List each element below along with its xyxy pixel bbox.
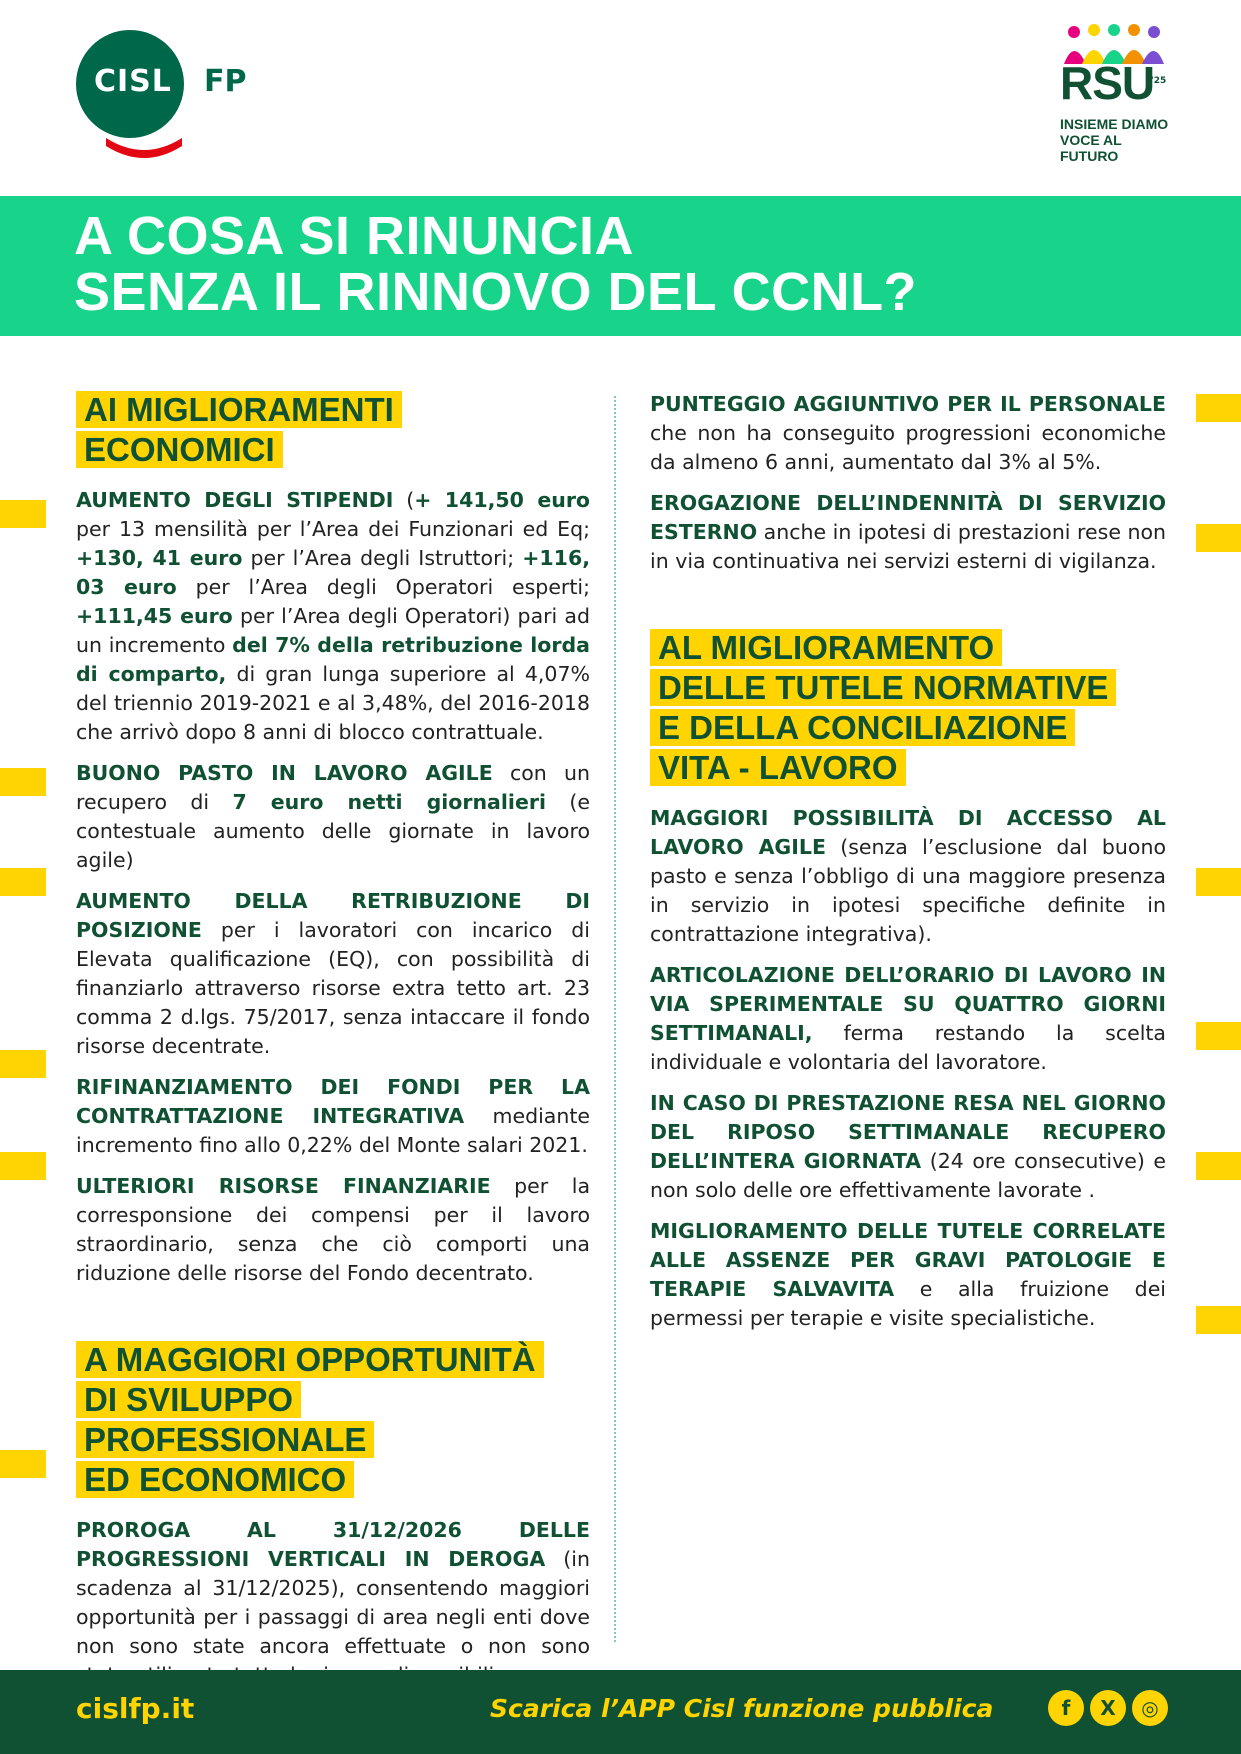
edge-marker bbox=[1196, 524, 1241, 552]
heading-line: DELLE TUTELE NORMATIVE bbox=[650, 669, 1116, 706]
item-title: MIGLIORAMENTO DELLE TUTELE CORRELATE ALLE ASSENZE PER GRAVI PATOLOGIE E TERAPIE SALVAVITA bbox=[650, 1219, 1166, 1301]
item-text: con un recupero di bbox=[76, 761, 590, 814]
heading-line: AL MIGLIORAMENTO bbox=[650, 629, 1002, 666]
rsu-tagline-line-2: VOCE AL FUTURO bbox=[1060, 132, 1122, 164]
edge-marker bbox=[1196, 1152, 1241, 1180]
item-text: per i lavoratori con incarico di Elevata qualificazione (EQ), con possibilità di finanziarlo attraverso risorse extra tetto art. 23 comma 2 d.lgs. 75/2017, senza intaccare il fondo risorse decentrate. bbox=[76, 918, 590, 1058]
item-extra-resources bbox=[76, 1172, 590, 1288]
page-title-line-2: SENZA IL RINNOVO DEL CCNL? bbox=[74, 262, 918, 322]
item-text: per la corresponsione dei compensi per il lavoro straordinario, senza che ciò comporti una riduzione delle risorse del Fondo decentrato. bbox=[76, 1174, 591, 1285]
x-twitter-icon[interactable]: X bbox=[1090, 1690, 1126, 1726]
logo-swoosh-icon bbox=[104, 136, 184, 176]
item-highlight: del 7% della retribuzione lorda di comparto, bbox=[76, 633, 590, 686]
item-title: BUONO PASTO IN LAVORO AGILE bbox=[76, 761, 493, 785]
page-title bbox=[74, 208, 917, 320]
item-highlight: + 141,50 euro bbox=[414, 488, 591, 512]
item-position-pay bbox=[76, 887, 590, 1061]
edge-marker bbox=[0, 1152, 46, 1180]
item-title: PROROGA AL 31/12/2026 DELLE PROGRESSIONI VERTICALI IN DEROGA bbox=[76, 1518, 590, 1571]
item-text: per 13 mensilità per l’Area dei Funzionari ed Eq; bbox=[76, 517, 590, 541]
item-smart-working-access bbox=[650, 804, 1166, 949]
item-text: (senza l’esclusione dal buono pasto e senza l’obbligo di una maggiore presenza in servizio in ipotesi specifiche definite in contrattazione integrativa). bbox=[650, 835, 1166, 946]
section-heading-economic bbox=[76, 390, 590, 470]
heading-line: VITA - LAVORO bbox=[650, 749, 906, 786]
item-text: (in scadenza al 31/12/2025), consentendo maggiori opportunità per i passaggi di area negli enti dove non sono state ancora effettuate o non sono bbox=[76, 1547, 590, 1658]
item-four-day-week bbox=[650, 961, 1166, 1077]
heading-line: ECONOMICI bbox=[76, 431, 283, 468]
item-highlight: 7 euro netti giornalieri bbox=[232, 790, 546, 814]
heading-line: DI SVILUPPO PROFESSIONALE bbox=[76, 1381, 374, 1458]
item-text: ferma restando la scelta individuale e volontaria del lavoratore. bbox=[650, 1021, 1166, 1074]
left-column bbox=[76, 390, 590, 1702]
item-title: MAGGIORI POSSIBILITÀ DI ACCESSO AL LAVORO AGILE bbox=[650, 806, 1166, 859]
item-highlight: +130, 41 euro bbox=[76, 546, 243, 570]
item-rest-day-recovery bbox=[650, 1089, 1166, 1205]
item-text: (24 ore consecutive) e non solo delle ore effettivamente lavorate . bbox=[650, 1149, 1167, 1202]
right-column bbox=[650, 390, 1166, 1345]
item-text: ( bbox=[393, 488, 415, 512]
footer bbox=[0, 1670, 1241, 1754]
page-title-line-1: A COSA SI RINUNCIA bbox=[74, 206, 635, 266]
edge-marker bbox=[0, 1050, 46, 1078]
item-vertical-progressions bbox=[76, 1516, 590, 1690]
item-highlight: +116, 03 euro bbox=[76, 546, 590, 599]
section-heading-protections bbox=[650, 628, 1166, 788]
item-illness-protections bbox=[650, 1217, 1166, 1333]
item-title: AUMENTO DEGLI STIPENDI bbox=[76, 488, 394, 512]
heading-line: ED ECONOMICO bbox=[76, 1461, 354, 1498]
rsu-tagline-line-1: INSIEME DIAMO bbox=[1060, 116, 1169, 132]
item-text: per l’Area degli Operatori esperti; bbox=[176, 575, 590, 599]
edge-marker bbox=[0, 1450, 46, 1478]
item-funds-refinancing bbox=[76, 1073, 590, 1160]
item-title: EROGAZIONE DELL’INDENNITÀ DI SERVIZIO ESTERNO bbox=[650, 491, 1166, 544]
item-additional-score bbox=[650, 390, 1166, 477]
app-download-cta[interactable]: Scarica l’APP Cisl funzione pubblica bbox=[490, 1694, 994, 1723]
cisl-fp-logo bbox=[76, 30, 256, 150]
item-title: IN CASO DI PRESTAZIONE RESA NEL GIORNO DEL RIPOSO SETTIMANALE RECUPERO DELL’INTERA GIORNATA bbox=[650, 1091, 1166, 1173]
website-link[interactable]: cislfp.it bbox=[76, 1692, 195, 1725]
item-text: per l’Area degli Operatori) pari ad un incremento bbox=[76, 604, 591, 657]
heading-line: AI MIGLIORAMENTI bbox=[76, 391, 402, 428]
item-title: PUNTEGGIO AGGIUNTIVO PER IL PERSONALE bbox=[650, 392, 1166, 416]
rsu-wordmark: RSU bbox=[1060, 57, 1155, 109]
item-text: anche in ipotesi di prestazioni rese non in via continuativa nei servizi esterni di vigilanza. bbox=[650, 520, 1166, 573]
logo-suffix: FP bbox=[204, 64, 247, 99]
heading-line: E DELLA CONCILIAZIONE bbox=[650, 709, 1075, 746]
rsu-year: '25 bbox=[1151, 76, 1167, 86]
title-banner bbox=[0, 196, 1241, 336]
edge-marker bbox=[1196, 1306, 1241, 1334]
section-heading-development bbox=[76, 1340, 590, 1500]
item-meal-voucher bbox=[76, 759, 590, 875]
heading-line: A MAGGIORI OPPORTUNITÀ bbox=[76, 1341, 544, 1378]
edge-marker bbox=[0, 768, 46, 796]
rsu-2025-logo bbox=[1058, 24, 1169, 164]
instagram-icon[interactable]: ◎ bbox=[1132, 1690, 1168, 1726]
edge-marker bbox=[0, 500, 46, 528]
edge-marker bbox=[1196, 868, 1241, 896]
item-text: per l’Area degli Istruttori; bbox=[242, 546, 523, 570]
item-title: RIFINANZIAMENTO DEI FONDI PER LA CONTRATTAZIONE INTEGRATIVA bbox=[76, 1075, 590, 1128]
edge-marker bbox=[1196, 1022, 1241, 1050]
item-text: mediante incremento fino allo 0,22% del Monte salari 2021. bbox=[76, 1104, 590, 1157]
column-divider bbox=[614, 396, 616, 1642]
item-text: che non ha conseguito progressioni economiche da almeno 6 anni, aumentato dal 3% al 5%. bbox=[650, 421, 1166, 474]
item-text: di gran lunga superiore al 4,07% del triennio 2019-2021 e al 3,48%, del 2016-2018 che arrivò dopo 8 anni di blocco contrattuale. bbox=[76, 662, 590, 744]
item-text: (e contestuale aumento delle giornate in lavoro agile) bbox=[76, 790, 590, 872]
logo-text: CISL bbox=[94, 64, 172, 99]
item-text: e alla fruizione dei permessi per terapie e visite specialistiche. bbox=[650, 1277, 1166, 1330]
edge-marker bbox=[1196, 394, 1241, 422]
edge-marker bbox=[0, 868, 46, 896]
item-title: AUMENTO DELLA RETRIBUZIONE DI POSIZIONE bbox=[76, 889, 590, 942]
item-salary-increase bbox=[76, 486, 590, 747]
item-highlight: +111,45 euro bbox=[76, 604, 233, 628]
rsu-tagline bbox=[1060, 116, 1170, 164]
facebook-icon[interactable]: f bbox=[1048, 1690, 1084, 1726]
item-title: ULTERIORI RISORSE FINANZIARIE bbox=[76, 1174, 491, 1198]
item-title: ARTICOLAZIONE DELL’ORARIO DI LAVORO IN VIA SPERIMENTALE SU QUATTRO GIORNI SETTIMANALI, bbox=[650, 963, 1166, 1045]
item-external-service-allowance bbox=[650, 489, 1166, 576]
